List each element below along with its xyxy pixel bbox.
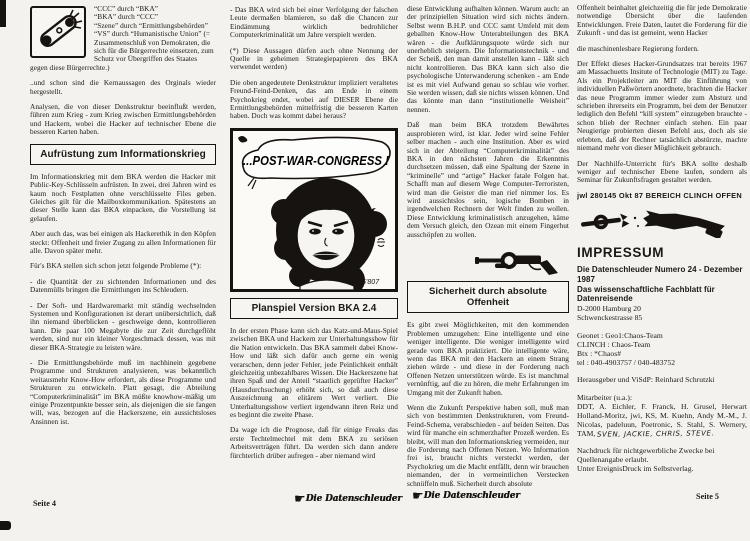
impressum-address: Schwenckestrasse 85 xyxy=(577,313,643,323)
impressum-network-line: Geonet : Geo1:Chaos-Team xyxy=(577,330,663,340)
paragraph: Da wage ich die Prognose, daß für einige Freaks das erste Techtelmechtel mit dem BKA zu seriösen Arbeitsverträgen führt. Da werden sich dann andere fürchterlich drüber aufregen - aber niemand wird xyxy=(230,425,398,460)
impressum-address: D-2000 Hamburg 20 xyxy=(577,304,641,314)
impressum-subtitle-line: Das wissenschaftliche Fachblatt für Datenreisende xyxy=(577,284,715,304)
paragraph: Die oben angedeutete Denkstruktur impliziert veraltetes Freund-Feind-Denken, das am Ende in einem Psychokrieg endet, wobei auf DIESER Ebene die Ermittlungsbehörden mittelfristig die besseren Karten haben. Doch was kommt dabei heraus? xyxy=(230,77,398,121)
date-stamp-line: jwl 280145 Okt 87 BEREICH CLINCH OFFEN xyxy=(577,190,743,200)
paragraph: Offenheit beinhaltet gleichzeitig die für jede Demokratie notwendige Übersicht über die laufenden Entwicklungen. Freie Daten, lautet die Forderung für die Zukunft - und das ist gemeint, wenn Hacker xyxy=(577,3,747,38)
impressum-title: IMPRESSUM xyxy=(577,244,665,260)
impressum-staff-label: Mitarbeiter (u.a.): xyxy=(577,392,633,402)
page-number-right: Seite 5 xyxy=(696,492,719,501)
paragraph: - Der Soft- und Hardwaremarkt mit ständig wechselnden Systemen und Konfigurationen ist derart unübersichtlich, daß ihn niemand überblicken - geschweige denn, kontrollieren kann. Die paar 100 Megabyte die zur Zeit durchgeflöht werden, sind nur ein kleiner Vorgeschmack dessen, was mit dieser BKA-Strategie zu leisten wäre. xyxy=(30,300,216,352)
datenschleuder-footer-logo xyxy=(294,488,402,507)
substitution-line: “Szene” durch “Ermittlungsbehörden” xyxy=(94,20,208,30)
datenschleuder-logo-text: Die Datenschleuder xyxy=(305,494,402,504)
paragraph: Daß man beim BKA trotzdem Bewährtes ausprobieren wird, ist klar. Jeder wird seine Fehler selber machen - auch eine Institution. Aber es wird sich in der Abteilung “Computerkriminalität” des BKA in den nächsten Jahren die Erkenntnis durchsetzen müssen, daß eine Spaltung der Szene in “kriminelle” und “artige” Hacker fatale Folgen hat. Schafft man auf diesem Wege Computer-Terroristen, wird man die Geister die man rief nimmer los. Es wird aussichtslos sein, logische Bomben in irgendwelchen Rechnern der Welt finden zu wollen. Diese Entwicklung kriminalistisch anzugehen, käme dem Versuch gleich, den Ozean mit einem Fingerhut ausschöpfen zu wollen. xyxy=(407,120,569,239)
impressum-network-line: Btx : *Chaos# xyxy=(577,348,622,358)
staff-handwritten: SVEN, JACKIE, CHRIS, STEVE. xyxy=(597,429,715,439)
paragraph: Aber auch das, was bei einigen als Hackerethik in den Köpfen steckt: Offenheit und freier Zugang zu allen Informationen für alle. Davon später mehr. xyxy=(30,229,216,255)
paragraph: Für's BKA stellen sich schon jetzt folgende Probleme (*): xyxy=(30,261,202,271)
section-headline-offenheit: Sicherheit durch absolute Offenheit xyxy=(407,281,569,313)
paragraph: - Die Ermittlungsbehörde muß im nachhinein gegebene Programme und Strukturen analysieren, was bekanntlich weitausmehr Know-How erfordert, als diese Programme und Strukturen zu entwickeln. Platt gesagt, die Abteilung “Computerkriminalität” im BKA müßte knowhow-mäßig um einige Prozentpunkte besser sein, als diejenigen die sie fangen will, was, bezogen auf die Hackerszene, ein aussichtsloses Ansinnen ist. xyxy=(30,358,216,426)
datenschleuder-footer-logo xyxy=(412,485,520,504)
paragraph: ..und schon sind die Kernaussagen des Orginals wieder hergestellt. xyxy=(30,78,216,96)
paragraph: Im Informationskrieg mit dem BKA werden die Hacker mit Public-Key-Schlüsseln aufrüsten. In zwei, drei Jahren wird es kaum noch Festplatten ohne verschlüsselte Files geben. Gleiches gilt für die Mailboxkommunikation. Spätestens an dieser Stelle kann das BKA einpacken, die Vorstellung ist gelaufen. xyxy=(30,171,216,223)
impressum-reprint-notice: Nachdruck für nichtgewerbliche Zwecke bei Quellenangabe erlaubt. xyxy=(577,445,715,464)
impressum-publisher: Herausgeber und ViSdP: Reinhard Schrutzki xyxy=(577,375,715,385)
column-4 xyxy=(577,0,747,539)
substitution-line: “BKA” durch “CCC” xyxy=(94,12,159,22)
cartoon-signature: 5'807 xyxy=(362,278,380,286)
paragraph: - Das BKA wird sich bei einer Verfolgung der falschen Leute dermaßen blamieren, so daß die Chancen zur Eindämmung wirklich bedrohlicher Computerkriminalität um Jahre verspielt werden. xyxy=(230,5,398,40)
knotted-gun-icon xyxy=(473,246,567,278)
section-headline-planspiel: Planspiel Version BKA 2.4 xyxy=(230,298,398,319)
column-2 xyxy=(230,0,398,541)
pointing-hand-icon: ☛ xyxy=(412,489,424,504)
paragraph: In der ersten Phase kann sich das Katz-und-Maus-Spiel zwischen BKA und Hackern zur Unterhaltungsshow für die Nation entwickeln. Das BKA sammelt dabei Know-How und läßt sich dafür auch gerne ein wenig verarschen, denn jeder Fehler, jede Peinlichkeit enthält gleichzeitig unbezahlbares Wissen. Die Hackerszene hat ihren Spaß und der Anteil “staatlich geprüfter Hacker” (Hausdurchsuchung) erhöht sich, so daß auch diese Auszeichnung an elitärem Wert verliert. Die Unterhaltungsshow verliert irgendwann ihren Reiz und es beginnt die zweite Phase. xyxy=(230,325,398,419)
impressum-reprint-notice: Unter EreignisDruck im Selbstverlag. xyxy=(577,463,694,473)
post-war-congress-cartoon xyxy=(230,128,398,292)
paragraph: Analysen, die von dieser Denkstruktur beeinflußt werden, führen zum Krieg - zum Krieg zwischen Ermittlungsbehörden und Hackern, wobei die Hacker auf technischer Ebene die besseren Karten haben. xyxy=(30,102,216,137)
staff-typed: DDT, A. Eichler, F. Franck, H. Grusel, Herwart Holland-Moritz, jwi, KS, M. Kuehn, Andy M.-M., J. Nicolas, padeluun, Poetronic, S. Stahl, S. Wernery, TAM, xyxy=(577,401,747,439)
scan-artifact xyxy=(0,521,11,530)
datenschleuder-logo-text: Die Datenschleuder xyxy=(423,491,520,501)
paragraph: - die Quantität der zu sichtenden Informationen und des Datenmülls bringen die Ermittlungen ins Schleudern. xyxy=(30,276,216,295)
column-3 xyxy=(407,0,569,540)
section-headline-informationskrieg: Aufrüstung zum Informationskrieg xyxy=(30,144,216,165)
paragraph: diese Entwicklung aufhalten können. Warum auch: an der prinzipiellen Situation wird sich nichts ändern. Selbst wenn B.H.P. und CCC samt Umfeld mit dem geballten Know-How Unterabteilungen des BKA wären - die Aufklärungsquote würde sich nur unerheblich steigern. Die Informationstechnik - und der Scheiß, den man damit anstellen kann - läßt sich nicht kontrollieren. Das BKA kann sich also die psychologische Unterwanderung schenken - am Ende ist es mit viel Aufwand genau so schlau wie vorher. Sie werden wissen, daß sie nichts wissen können. Und das könnte man dann “institutionelle Weisheit” nennen. xyxy=(407,4,569,114)
broken-rifle-icon xyxy=(579,204,729,240)
paragraph: die maschinenlesbare Regierung fordern. xyxy=(577,43,699,53)
column-1 xyxy=(30,0,216,540)
substitution-line: “VS” durch “Humanistische Union” (= Zusammenschluß von Demokraten, die sich für die Bürgerrechte einsetzen, zum Schutz vor Übergriffen des Staates gegen diese Bürgerrechte.) xyxy=(30,29,214,72)
scan-artifact xyxy=(0,0,6,27)
substitution-list xyxy=(30,5,216,72)
paragraph: Der Effekt dieses Hacker-Grundsatzes trat bereits 1967 am Massachuetts Insitute of Technologie (MIT) zu Tage. Als ein Projektleiter am MIT die Einführung von individuellen Paßwörtern anordnete, brachten die Hacker das neue Programm immer wieder zum Absturz und schrieben ihrerseits ein Programm, bei dem der Benutzer lediglich den Befehl “kill system” einzugeben brauchte - schon blieb der Rechner einfach stehen. Ein paar Neugierige probierten diesen Befehl aus, doch als sie erlebten, daß der Rechner tatsächlich abstürzte, machte niemand mehr von dieser Möglichkeit gebrauch. xyxy=(577,59,747,153)
pesthoernchen-stamp-icon xyxy=(30,6,86,58)
substitution-line: “CCC” durch “BKA” xyxy=(94,4,159,13)
paragraph: (*) Diese Aussagen dürfen auch ohne Nennung der Quelle in geheimen Strategiepapieren des BKA verwendet werden) xyxy=(230,45,398,72)
paragraph: Der Nachhilfe-Unterricht für's BKA sollte deshalb weniger auf technischer Ebene laufen, sondern als Seminar für Zukunftsfragen gestaltet werden. xyxy=(577,158,747,185)
impressum-staff xyxy=(577,402,747,440)
pointing-hand-icon: ☛ xyxy=(294,492,306,507)
speech-bubble-text: ...POST-WAR-CONGRESS ! xyxy=(243,153,389,168)
page-number-left: Seite 4 xyxy=(33,499,56,508)
impressum-network-line: CLINCH : Chaos-Team xyxy=(577,339,651,349)
paragraph: Es gibt zwei Möglichkeiten, mit den kommenden Problemen umzugehen: Eine intelligente und eine weniger intelligente. Die weniger intelligente wird gerade vom BKA praktiziert. Die intelligente wäre, wenn das BKA mit den Hackern an einem Strang ziehen würde - und diese in der Forderung nach Offenen Netzen unterstützen würde. Es ist manchmal vernünftig, auf die zu hören, die mehr Erfahrungen im Umgang mit der Zukunft haben. xyxy=(407,320,569,397)
impressum-network-line: tel : 040-4903757 / 040-483752 xyxy=(577,358,676,368)
paragraph: Wenn die Zukunft Perspektive haben soll, muß man sich von bestimmten Denkstrukturen, vom Freund-Feind-Schema, verabschieden - auf beiden Seiten. Das wird für manche ein schmerzhafter Prozeß werden. Es bleibt, will man den Informationskrieg vermeiden, nur die Forderung nach Offenen Netzen. Wo Information frei ist, braucht nichts versteckt werden, der Psychokrieg um die Macht entfällt, denn wir brauchen niemanden, der in vermeintlichen Verstecken schnüffeln muß. Sicherheit durch absolute xyxy=(407,403,569,488)
impressum-issue-line: Die Datenschleuder Numero 24 - Dezember 1987 xyxy=(577,264,743,284)
